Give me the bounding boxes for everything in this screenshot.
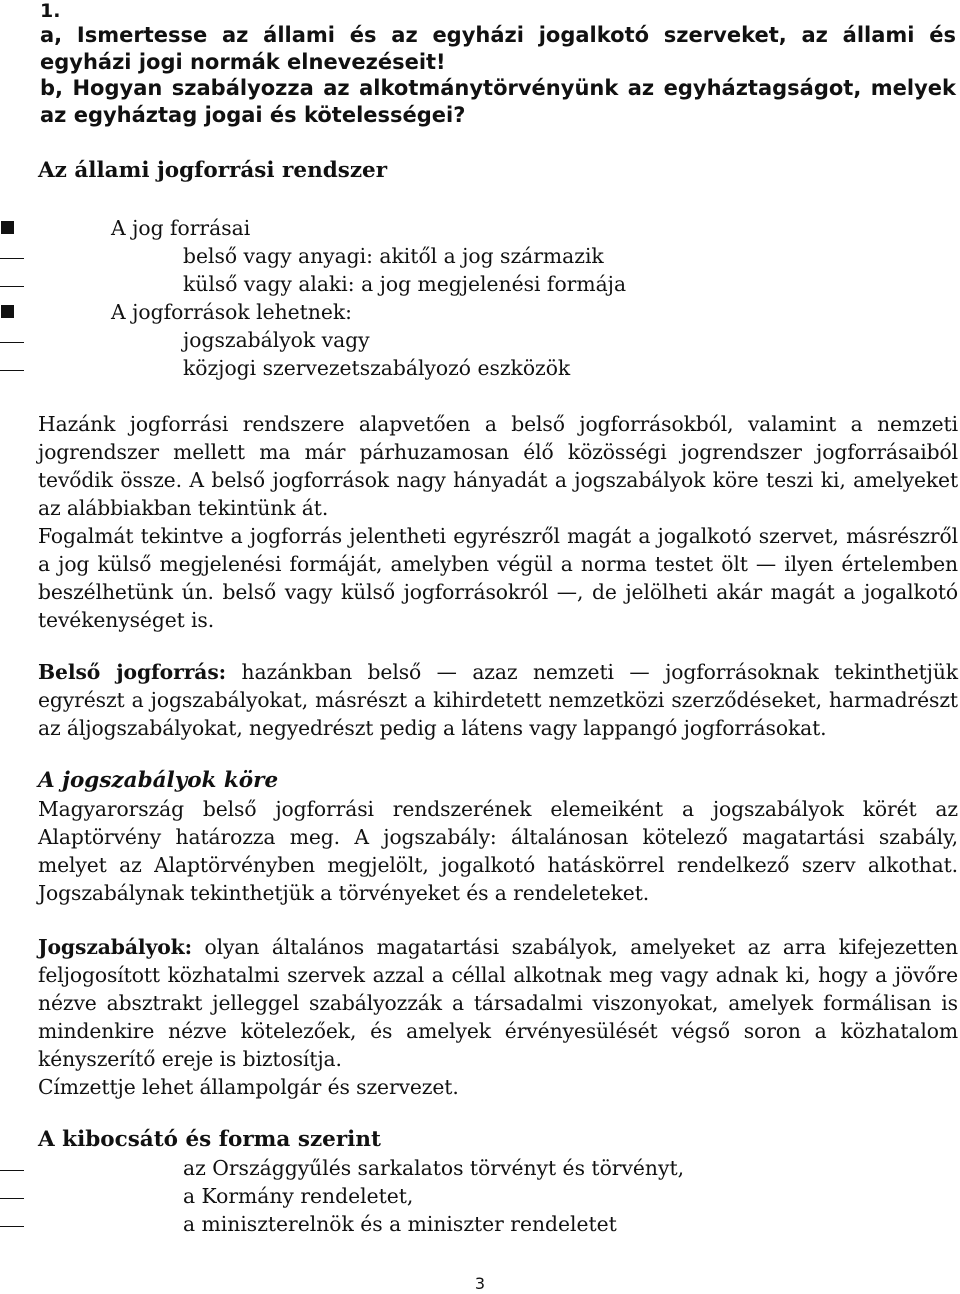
term-label: Belső jogforrás: bbox=[38, 660, 227, 684]
square-bullet-icon bbox=[0, 298, 30, 326]
list-item: a Kormány rendeletet, bbox=[0, 1182, 960, 1210]
list-item: a miniszterelnök és a miniszter rendeletet bbox=[0, 1210, 960, 1238]
question-block bbox=[40, 0, 956, 128]
square-bullet-icon bbox=[0, 214, 30, 242]
outline-item: A jogforrások lehetnek: bbox=[0, 298, 960, 326]
question-b: b, Hogyan szabályozza az alkotmánytörvényünk az egyháztagságot, melyek az egyháztag jogai és kötelességei? bbox=[40, 76, 956, 127]
paragraph-jogszabalyok bbox=[38, 933, 958, 1073]
term-label: Jogszabályok: bbox=[38, 935, 192, 959]
question-a: a, Ismertesse az állami és az egyházi jogalkotó szerveket, az állami és egyházi jogi normák elnevezéseit! bbox=[40, 23, 956, 74]
paragraph-fogalmat: Fogalmát tekintve a jogforrás jelentheti egyrészről magát a jogalkotó szervet, másrészről a jog külső megjelenési formáját, amelyben végül a norma testet ölt — ilyen értelemben beszélhetünk ún. belső vagy külső jogforrásokról —, de jelölheti akár magát a jogalkotó tevékenységet is. bbox=[38, 524, 958, 632]
outline-item: külső vagy alaki: a jog megjelenési formája bbox=[0, 270, 960, 298]
section-title: Az állami jogforrási rendszer bbox=[38, 158, 388, 183]
term-definition: olyan általános magatartási szabályok, amelyeket az arra kifejezetten feljogosított közhatalmi szervek azzal a céllal alkotnak meg vagy adnak ki, hogy a jövőre nézve absztrakt jelleggel szabályozzák a társadalmi viszonyokat, amelyek formálisan is mindenkire nézve kötelezőek, és amelyek érvényesülését végső soron a közhatalom kényszerítő ereje is biztosítja. bbox=[38, 935, 958, 1071]
dash-bullet-icon bbox=[0, 354, 30, 382]
dash-bullet-icon bbox=[0, 326, 30, 354]
question-number: 1. bbox=[40, 0, 61, 22]
outline-item: A jog forrásai bbox=[0, 214, 960, 242]
outline-item: közjogi szervezetszabályozó eszközök bbox=[0, 354, 960, 382]
paragraph-belso-jogforras bbox=[38, 658, 958, 742]
paragraph-cimzettje: Címzettje lehet állampolgár és szervezet. bbox=[38, 1075, 459, 1099]
page-number: 3 bbox=[474, 1274, 486, 1293]
paragraph-hazank: Hazánk jogforrási rendszere alapvetően a belső jogforrásokból, valamint a nemzeti jogrendszer mellett ma már párhuzamosan élő közösségi jogrendszer jogforrásaiból tevődik össze. A belső jogforrások nagy hányadát a jogszabályok köre teszi ki, amelyeket az alábbiakban tekintünk át. bbox=[38, 412, 958, 520]
paragraph-kore: Magyarország belső jogforrási rendszerének elemeiként a jogszabályok körét az Alaptörvény határozza meg. A jogszabály: általánosan kötelező magatartási szabály, melyet az Alaptörvényben megjelölt, jogalkotó hatáskörrel rendelkező szerv alkothat. Jogszabálynak tekinthetjük a törvényeket és a rendeleteket. bbox=[38, 797, 958, 905]
subheading-jogszabalyok-kore: A jogszabályok köre bbox=[38, 768, 279, 793]
subheading-kibocsato: A kibocsátó és forma szerint bbox=[38, 1127, 381, 1152]
outline-item: jogszabályok vagy bbox=[0, 326, 960, 354]
outline-item: belső vagy anyagi: akitől a jog származik bbox=[0, 242, 960, 270]
list-item: az Országgyűlés sarkalatos törvényt és törvényt, bbox=[0, 1154, 960, 1182]
kibocsato-list bbox=[0, 1154, 960, 1238]
dash-bullet-icon bbox=[0, 1154, 30, 1182]
term-definition: hazánkban belső — azaz nemzeti — jogforrásoknak tekinthetjük egyrészt a jogszabályokat, másrészt a kihirdetett nemzetközi szerződéseket, harmadrészt az áljogszabályokat, negyedrészt pedig a látens vagy lappangó jogforrásokat. bbox=[38, 660, 958, 740]
dash-bullet-icon bbox=[0, 1210, 30, 1238]
outline-list bbox=[0, 214, 960, 382]
dash-bullet-icon bbox=[0, 270, 30, 298]
dash-bullet-icon bbox=[0, 242, 30, 270]
dash-bullet-icon bbox=[0, 1182, 30, 1210]
